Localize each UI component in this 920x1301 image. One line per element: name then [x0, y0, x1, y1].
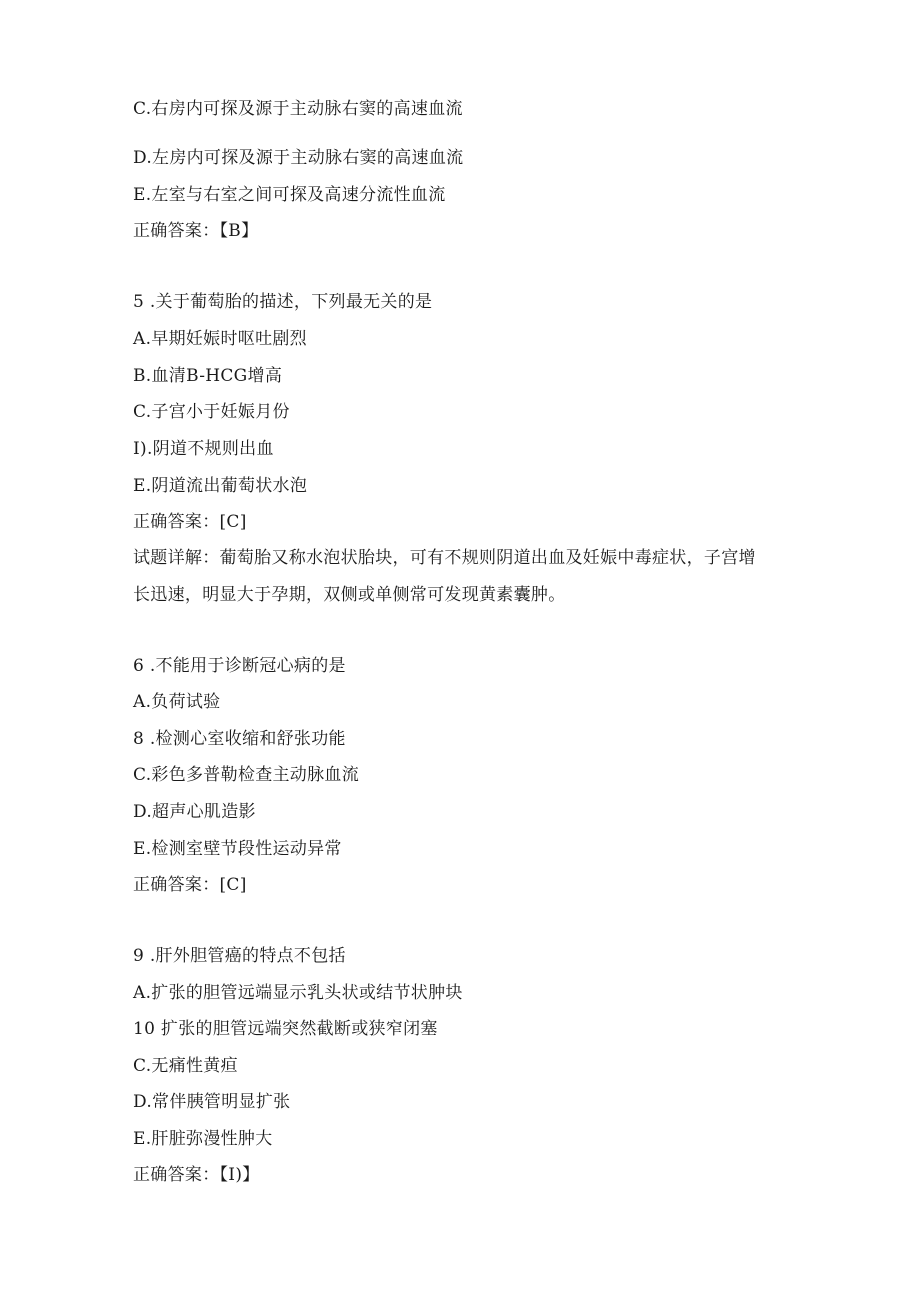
question-stem: 5 .关于葡萄胎的描述，下列最无关的是: [133, 292, 433, 312]
option-a: A.早期妊娠时呕吐剧烈: [133, 329, 307, 349]
option-b: 8 .检测心室收缩和舒张功能: [133, 729, 346, 749]
option-a: A.负荷试验: [133, 692, 221, 712]
option-c: C.子宫小于妊娠月份: [133, 402, 290, 422]
answer: 正确答案：【I)】: [133, 1165, 260, 1185]
option-b: 10 扩张的胆管远端突然截断或狭窄闭塞: [133, 1019, 438, 1039]
option-c: C.右房内可探及源于主动脉右窦的高速血流: [133, 99, 463, 119]
option-c: C.无痛性黄疸: [133, 1056, 238, 1076]
option-e: E.左室与右室之间可探及高速分流性血流: [133, 185, 446, 205]
option-d: I).阴道不规则出血: [133, 439, 274, 459]
answer: 正确答案：[C]: [133, 512, 247, 532]
option-d: D.常伴胰管明显扩张: [133, 1092, 291, 1112]
option-e: E.阴道流出葡萄状水泡: [133, 476, 308, 496]
option-c: C.彩色多普勒检查主动脉血流: [133, 765, 360, 785]
answer: 正确答案：【B】: [133, 221, 259, 241]
explanation: 试题详解：葡萄胎又称水泡状胎块，可有不规则阴道出血及妊娠中毒症状，子宫增长迅速，明显大于孕期，双侧或单侧常可发现黄素囊肿。: [133, 548, 756, 605]
answer: 正确答案：[C]: [133, 875, 247, 895]
option-e: E.肝脏弥漫性肿大: [133, 1129, 273, 1149]
option-d: D.超声心肌造影: [133, 802, 256, 822]
option-b: B.血清B-HCG增高: [133, 366, 283, 386]
option-a: A.扩张的胆管远端显示乳头状或结节状肿块: [133, 983, 463, 1003]
option-d: D.左房内可探及源于主动脉右窦的高速血流: [133, 148, 464, 168]
question-stem: 6 .不能用于诊断冠心病的是: [133, 656, 346, 676]
option-e: E.检测室壁节段性运动异常: [133, 839, 342, 859]
question-stem: 9 .肝外胆管癌的特点不包括: [133, 946, 346, 966]
